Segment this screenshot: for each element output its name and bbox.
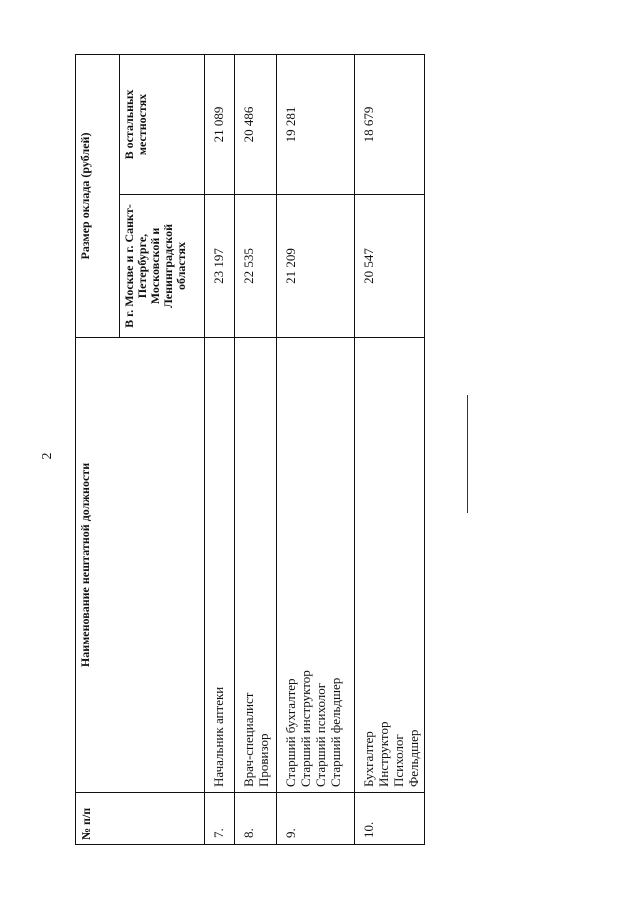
salary-moscow: 21 209 bbox=[277, 195, 355, 338]
row-number: 9. bbox=[277, 793, 355, 845]
salary-moscow: 20 547 bbox=[355, 195, 425, 338]
salary-other: 18 679 bbox=[355, 55, 425, 195]
position-name: Врач-специалист bbox=[241, 692, 256, 787]
position-name: Провизор bbox=[256, 733, 271, 787]
header-salary-group: Размер оклада (рублей) bbox=[76, 55, 120, 338]
table-row bbox=[205, 55, 235, 845]
row-position bbox=[355, 338, 425, 793]
position-name: Бухгалтер bbox=[361, 731, 376, 787]
position-name: Психолог bbox=[391, 734, 406, 787]
page-number: 2 bbox=[40, 452, 55, 460]
separator-line bbox=[467, 395, 468, 513]
row-number: 7. bbox=[205, 793, 235, 845]
salary-moscow: 23 197 bbox=[205, 195, 235, 338]
position-name: Начальник аптеки bbox=[211, 686, 226, 787]
salary-table-rotated bbox=[75, 55, 423, 845]
salary-table bbox=[75, 54, 425, 845]
table-header-row bbox=[76, 55, 120, 845]
header-moscow: В г. Москве и г. Санкт-Петербурге, Московской и Ленинградской областях bbox=[120, 195, 205, 338]
row-number: 8. bbox=[235, 793, 277, 845]
header-number: № п/п bbox=[76, 793, 205, 845]
row-number: 10. bbox=[355, 793, 425, 845]
position-name: Старший бухгалтер bbox=[283, 678, 298, 787]
row-position bbox=[235, 338, 277, 793]
header-other: В остальных местностях bbox=[120, 55, 205, 195]
salary-table-wrapper bbox=[75, 55, 423, 845]
table-row bbox=[355, 55, 425, 845]
table-row bbox=[277, 55, 355, 845]
header-position-name: Наименование нештатной должности bbox=[76, 338, 205, 793]
salary-other: 19 281 bbox=[277, 55, 355, 195]
salary-other: 21 089 bbox=[205, 55, 235, 195]
salary-moscow: 22 535 bbox=[235, 195, 277, 338]
row-position bbox=[277, 338, 355, 793]
position-name: Фельдшер bbox=[406, 729, 421, 787]
row-position bbox=[205, 338, 235, 793]
position-name: Старший фельдшер bbox=[328, 677, 343, 787]
position-name: Старший психолог bbox=[313, 682, 328, 787]
position-name: Старший инструктор bbox=[298, 670, 313, 787]
position-name: Инструктор bbox=[376, 721, 391, 787]
salary-other: 20 486 bbox=[235, 55, 277, 195]
table-row bbox=[235, 55, 277, 845]
